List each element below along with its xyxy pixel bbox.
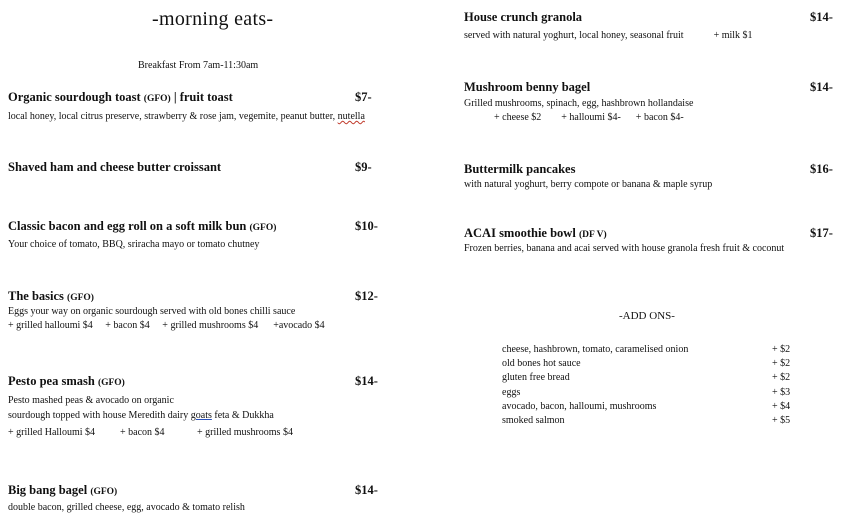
menu-item-extras: + cheese $2 + halloumi $4- + bacon $4- — [464, 112, 684, 123]
menu-item-description: Pesto mashed peas & avocado on organic — [8, 395, 174, 406]
menu-item-price: $14- — [355, 483, 378, 497]
menu-item-name: Classic bacon and egg roll on a soft milk bun (GFO) — [8, 219, 277, 233]
addon-item: cheese, hashbrown, tomato, caramelised onion — [502, 344, 689, 355]
menu-item-price: $17- — [810, 226, 833, 240]
addon-price: + $2 — [772, 358, 791, 369]
menu-item-extras: + grilled Halloumi $4 + bacon $4 + grilled mushrooms $4 — [8, 427, 293, 438]
menu-item-description: sourdough topped with house Meredith dairy goats feta & Dukkha — [8, 410, 274, 421]
menu-subtitle: Breakfast From 7am-11:30am — [138, 60, 259, 71]
addon-item: smoked salmon — [502, 415, 565, 426]
addon-item: old bones hot sauce — [502, 358, 581, 369]
addon-price: + $2 — [772, 344, 791, 355]
menu-item-description: Grilled mushrooms, spinach, egg, hashbrown hollandaise — [464, 98, 694, 109]
menu-item-name: Buttermilk pancakes — [464, 162, 576, 176]
menu-item-price: $7- — [355, 90, 372, 104]
addon-price: + $3 — [772, 387, 791, 398]
menu-item-description: double bacon, grilled cheese, egg, avocado & tomato relish — [8, 502, 245, 513]
menu-item-description: Your choice of tomato, BBQ, sriracha mayo or tomato chutney — [8, 239, 260, 250]
menu-item-price: $16- — [810, 162, 833, 176]
menu-item-description: with natural yoghurt, berry compote or banana & maple syrup — [464, 179, 713, 190]
addon-item: eggs — [502, 387, 521, 398]
addon-price: + $4 — [772, 401, 791, 412]
menu-item-price: $12- — [355, 289, 378, 303]
menu-item-price: $14- — [810, 10, 833, 24]
menu-item-name: Big bang bagel (GFO) — [8, 483, 118, 497]
menu-item-price: $14- — [810, 80, 833, 94]
menu-item-name: Mushroom benny bagel — [464, 80, 591, 94]
menu-item-description: served with natural yoghurt, local honey, seasonal fruit + milk $1 — [464, 30, 753, 41]
menu-item-name: The basics (GFO) — [8, 289, 94, 303]
addon-price: + $2 — [772, 372, 791, 383]
menu-title: -morning eats- — [152, 8, 274, 30]
menu-item-price: $9- — [355, 160, 372, 174]
menu-item-price: $14- — [355, 374, 378, 388]
menu-item-name: Shaved ham and cheese butter croissant — [8, 160, 222, 174]
menu-item-name: ACAI smoothie bowl (DF V) — [464, 226, 607, 240]
menu-item-name: House crunch granola — [464, 10, 583, 24]
menu-item-name: Pesto pea smash (GFO) — [8, 374, 125, 388]
menu-item-description: Frozen berries, banana and acai served with house granola fresh fruit & coconut — [464, 243, 785, 254]
addons-heading: -ADD ONS- — [619, 310, 675, 322]
addon-item: gluten free bread — [502, 372, 570, 383]
menu-item-description: Eggs your way on organic sourdough served with old bones chilli sauce — [8, 306, 296, 317]
menu-item-price: $10- — [355, 219, 378, 233]
menu-item-name: Organic sourdough toast (GFO) | fruit toast — [8, 90, 233, 104]
menu-item-extras: + grilled halloumi $4 + bacon $4 + grilled mushrooms $4 +avocado $4 — [8, 320, 325, 331]
addon-item: avocado, bacon, halloumi, mushrooms — [502, 401, 657, 412]
menu-item-description: local honey, local citrus preserve, strawberry & rose jam, vegemite, peanut butter, nutella — [8, 111, 365, 122]
addon-price: + $5 — [772, 415, 791, 426]
